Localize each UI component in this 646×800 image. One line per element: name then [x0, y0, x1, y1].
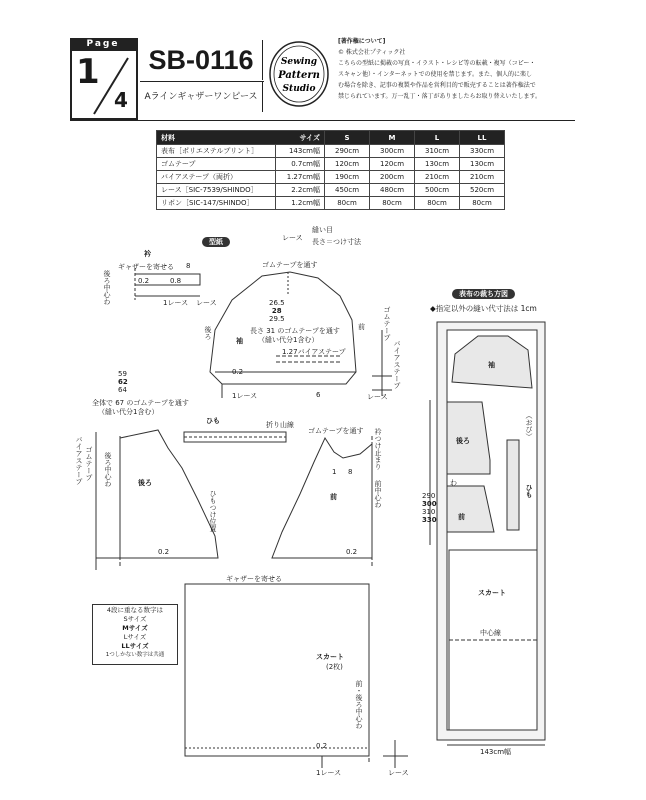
size-col-ll: LL [460, 131, 505, 145]
svg-text:Pattern: Pattern [278, 70, 320, 81]
sleeve-num: 28 [271, 307, 282, 315]
length-num: 300 [422, 500, 437, 508]
sleeve-num: 29.5 [269, 315, 285, 323]
layout-title-pill: 表布の裁ち方図 [452, 289, 515, 299]
notice-title: [著作権について] [338, 38, 386, 45]
material-value: 300cm [370, 145, 415, 158]
material-width: 2.2cm幅 [276, 184, 325, 197]
himo-fold: 折り山線 [266, 421, 294, 429]
back-bodice-outline [120, 430, 218, 558]
material-name: ゴムテープ [157, 158, 276, 171]
pattern-title [202, 229, 230, 248]
cutting-layout [430, 322, 545, 745]
collar-02: 0.2 [138, 277, 150, 285]
svg-text:Studio: Studio [282, 84, 316, 94]
material-value: 80cm [415, 197, 460, 210]
ribbon-pos: ひもつけ位置 [209, 490, 217, 532]
legend-title: 4段に重なる数字は [106, 606, 164, 614]
material-value: 480cm [370, 184, 415, 197]
collar-label: 衿 [144, 250, 151, 258]
back-02: 0.2 [158, 548, 170, 556]
back-nums [118, 370, 128, 394]
material-value: 80cm [370, 197, 415, 210]
legend-line: Mサイズ [122, 624, 148, 632]
skirt-label: スカート [316, 653, 344, 661]
svg-text:Sewing: Sewing [280, 57, 318, 67]
front-center: 前中心わ [374, 480, 382, 508]
legend-line: LLサイズ [121, 642, 149, 650]
page-current: 1 [76, 52, 100, 92]
notice-line: スキャン他）・インターネットでの使用を禁じます。また、個人的に楽し [338, 71, 532, 78]
material-value: 130cm [415, 158, 460, 171]
collar-lace1: 1レース [163, 299, 189, 307]
layout-obi-label: （おび） [525, 412, 533, 440]
skirt-qty: (2枚) [326, 663, 343, 671]
layout-himo [507, 440, 519, 530]
sleeve-back-label: 後ろ [204, 326, 212, 340]
layout-length-nums [422, 492, 437, 524]
lace-note-2: 長さ＝つけ寸法 [312, 238, 361, 246]
material-value: 330cm [460, 145, 505, 158]
material-header: 材料 [161, 133, 175, 142]
material-value: 80cm [325, 197, 370, 210]
collar-gather: ギャザーを寄せる [118, 263, 174, 271]
size-col-m: M [370, 131, 415, 145]
front-bodice-outline [272, 438, 372, 558]
collar-center: 後ろ中心わ [103, 270, 111, 305]
material-value: 520cm [460, 184, 505, 197]
back-num: 59 [118, 370, 127, 378]
layout-note: ◆指定以外の縫い代寸法は 1cm [430, 304, 537, 313]
back-note: 全体で 67 のゴムテープを通す [92, 399, 189, 407]
length-num: 290 [422, 492, 436, 500]
back-num: 64 [118, 386, 127, 394]
skirt-gather: ギャザーを寄せる [226, 575, 282, 583]
length-num: 330 [422, 516, 437, 524]
material-name: リボン［SIC-147/SHINDO］ [157, 197, 276, 210]
legend-note: 1つしかない数字は共通 [105, 652, 165, 658]
material-value: 450cm [325, 184, 370, 197]
layout-center: 中心線 [480, 629, 501, 637]
layout-wa: わ [450, 479, 457, 487]
front-gather: 衿つけ止まり [374, 428, 382, 470]
rubber-left: ゴムテープ [85, 446, 93, 481]
skirt-lace: 1レース [316, 769, 342, 777]
back-note2: （縫い代分1含む） [98, 408, 159, 416]
pattern-code: SB-0116 [140, 40, 263, 80]
material-value: 210cm [415, 171, 460, 184]
front-1: 1 [332, 468, 337, 476]
material-value: 200cm [370, 171, 415, 184]
material-value: 190cm [325, 171, 370, 184]
sleeve-bias: 1.27バイアステープ [282, 348, 346, 356]
size-legend [92, 604, 178, 665]
layout-width: 143cm幅 [480, 748, 512, 756]
sleeve-label: 袖 [236, 337, 243, 345]
material-value: 120cm [325, 158, 370, 171]
lace-prefix: レース [282, 234, 303, 242]
collar-08: 0.8 [170, 277, 182, 285]
length-num: 310 [422, 508, 436, 516]
lace-note-1: 縫い目 [312, 226, 333, 234]
material-value: 120cm [370, 158, 415, 171]
page-label: Page [70, 38, 136, 51]
size-col-l: L [415, 131, 460, 145]
bias-elastic-left: バイアステープ [75, 436, 83, 485]
material-width: 1.27cm幅 [276, 171, 325, 184]
lace-right: レース [367, 393, 388, 401]
material-value: 310cm [415, 145, 460, 158]
material-value: 290cm [325, 145, 370, 158]
material-value: 500cm [415, 184, 460, 197]
material-width: 143cm幅 [276, 145, 325, 158]
material-value: 210cm [460, 171, 505, 184]
sleeve-02: 0.2 [232, 368, 244, 376]
skirt-center: 前・後ろ中心わ [355, 680, 363, 729]
layout-title [452, 281, 515, 300]
material-name: バイアステープ（両折） [157, 171, 276, 184]
material-width: 1.2cm幅 [276, 197, 325, 210]
back-label: 後ろ [138, 479, 152, 487]
legend-line: Sサイズ [123, 615, 147, 623]
notice-line: 禁じられています。万一乱丁・落丁がありましたらお取り替えいたします。 [338, 93, 542, 100]
front-02: 0.2 [346, 548, 358, 556]
material-value: 80cm [460, 197, 505, 210]
layout-skirt-label: スカート [478, 589, 506, 597]
collar-lace2: レース [196, 299, 217, 307]
material-value: 130cm [460, 158, 505, 171]
sleeve-elastic: ゴムテープを通す [262, 261, 318, 269]
sleeve-elastic-note: 長さ 31 のゴムテープを通す [250, 327, 340, 335]
back-num: 62 [118, 378, 128, 386]
sleeve-elastic-note2: （縫い代分1含む） [258, 336, 319, 344]
front-label: 前 [330, 493, 337, 501]
front-8: 8 [348, 468, 353, 476]
layout-back-label: 後ろ [456, 437, 470, 445]
notice-owner: © 株式会社プティック社 [338, 49, 406, 56]
skirt-lace2: レース [388, 769, 409, 777]
layout-front-label: 前 [458, 513, 465, 521]
himo-label: ひも [206, 417, 220, 425]
collar-8: 8 [186, 262, 191, 270]
page-total: 4 [114, 88, 128, 112]
size-header: サイズ [299, 133, 320, 142]
pattern-subtitle: Aラインギャザーワンピース [140, 82, 263, 112]
skirt-02: 0.2 [316, 742, 328, 750]
sleeve-lace: 1レース [232, 392, 258, 400]
material-name: 表布［ポリエステルプリント］ [157, 145, 276, 158]
sleeve-nums [269, 299, 285, 323]
sleeve-6: 6 [316, 391, 321, 399]
elastic-right: ゴムテープ [383, 306, 391, 341]
sleeve-num: 26.5 [269, 299, 285, 307]
pattern-title-pill: 型紙 [202, 237, 230, 247]
legend-line: Lサイズ [123, 633, 147, 641]
back-center: 後ろ中心わ [104, 452, 112, 487]
notice-line: こちらの型紙に掲載の写真・イラスト・レシピ等の転載・複写（コピー・ [338, 60, 536, 67]
front-elastic: ゴムテープを通す [308, 427, 364, 435]
sleeve-front-label: 前 [358, 323, 365, 331]
material-width: 0.7cm幅 [276, 158, 325, 171]
size-col-s: S [325, 131, 370, 145]
material-name: レース［SIC-7539/SHINDO］ [157, 184, 276, 197]
notice-line: む場合を除き、記事の複製や作品を営利目的で販売することは著作権法で [338, 82, 536, 89]
layout-sleeve-label: 袖 [488, 361, 495, 369]
layout-himo-label: ひも [525, 484, 533, 498]
bias-right: バイアステープ [393, 340, 401, 389]
